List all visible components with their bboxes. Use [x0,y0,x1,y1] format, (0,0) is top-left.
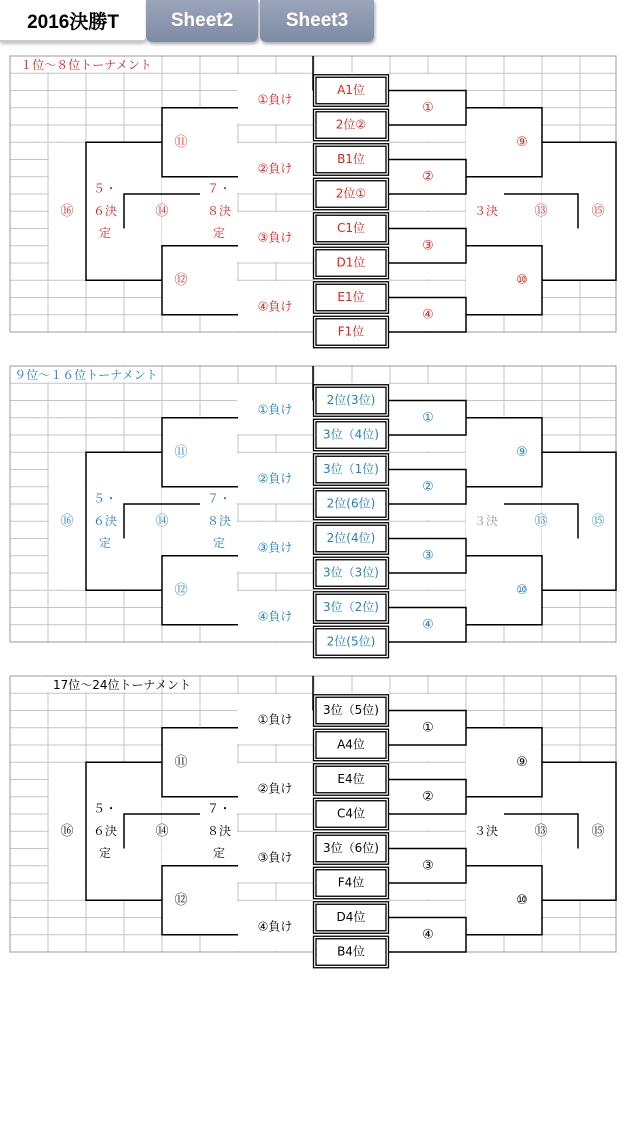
match-number: ⑨ [516,754,528,770]
placement-7-8: 定 [212,846,226,861]
placement-7-8: ８決 [206,203,232,218]
third-place-label: ３決 [473,513,499,528]
section-title: 17位〜24位トーナメント [52,678,192,693]
seed-slot: 3位（6位) [323,841,379,855]
seed-slot: A1位 [337,83,365,97]
seed-slot: D1位 [336,255,366,270]
match-number: ③ [422,548,434,564]
match-number: ⑫ [174,892,188,908]
placement-5-6: 定 [98,536,112,551]
match-number: ⑯ [60,203,74,219]
match-number: ⑭ [155,203,169,219]
placement-7-8: ７・ [206,181,232,196]
section-title: １位～８位トーナメント [20,58,152,73]
seed-slot: E4位 [337,772,365,786]
match-number: ① [422,720,434,736]
seed-slot: F4位 [337,875,365,890]
match-number: ② [422,169,434,185]
placement-5-6: ６決 [92,203,118,218]
match-number: ⑪ [174,134,188,150]
loser-label: ①負け [257,402,293,417]
seed-slot: C1位 [336,221,366,235]
seed-slot: 2位(5位) [326,634,376,649]
placement-5-6: ６決 [92,823,118,838]
placement-7-8: 定 [212,536,226,551]
seed-slot: 2位(6位) [326,496,376,511]
loser-label: ③負け [257,540,293,555]
seed-slot: E1位 [337,290,365,304]
loser-label: ④負け [257,299,293,314]
loser-label: ①負け [257,92,293,107]
loser-label: ①負け [257,712,293,727]
third-place-label: ３決 [473,823,499,838]
seed-slot: C4位 [336,806,366,821]
match-number: ⑭ [155,513,169,529]
match-number: ⑩ [516,272,528,288]
placement-7-8: ８決 [206,513,232,528]
match-number: ⑬ [534,203,548,219]
match-number: ⑮ [591,513,605,529]
match-number: ⑬ [534,513,548,529]
match-number: ① [422,100,434,116]
match-number: ⑮ [591,823,605,839]
match-number: ⑩ [516,582,528,598]
match-number: ⑫ [174,272,188,288]
match-number: ⑪ [174,754,188,770]
bracket-section-1 [10,56,616,350]
loser-label: ③負け [257,230,293,245]
match-number: ④ [422,617,434,633]
seed-slot: B1位 [337,152,365,166]
tab-sheet2[interactable]: Sheet2 [146,0,258,42]
bracket-section-3 [10,676,616,970]
match-number: ④ [422,307,434,323]
match-number: ④ [422,927,434,943]
placement-5-6: ５・ [92,801,118,816]
seed-slot: B4位 [337,944,365,959]
tab-sheet3[interactable]: Sheet3 [260,0,374,42]
third-place-label: ３決 [473,203,499,218]
match-number: ② [422,479,434,495]
loser-label: ④負け [257,919,293,934]
match-number: ① [422,410,434,426]
seed-slot: 2位① [335,186,367,201]
placement-7-8: 定 [212,226,226,241]
loser-label: ②負け [257,781,293,796]
placement-5-6: ６決 [92,513,118,528]
seed-slot: 2位② [335,117,367,132]
bracket-section-2 [10,366,616,660]
placement-5-6: 定 [98,846,112,861]
match-number: ⑯ [60,823,74,839]
placement-5-6: 定 [98,226,112,241]
match-number: ⑨ [516,444,528,460]
placement-7-8: ８決 [206,823,232,838]
match-number: ⑬ [534,823,548,839]
loser-label: ②負け [257,161,293,176]
match-number: ⑭ [155,823,169,839]
seed-slot: 2位(4位) [326,531,376,545]
match-number: ⑯ [60,513,74,529]
match-number: ⑨ [516,134,528,150]
match-number: ② [422,789,434,805]
seed-slot: A4位 [337,737,365,752]
loser-label: ②負け [257,471,293,486]
section-title: ９位～１６位トーナメント [14,368,158,383]
match-number: ⑫ [174,582,188,598]
placement-7-8: ７・ [206,491,232,506]
placement-7-8: ７・ [206,801,232,816]
placement-5-6: ５・ [92,181,118,196]
placement-5-6: ５・ [92,491,118,506]
match-number: ③ [422,858,434,874]
seed-slot: 2位(3位) [326,393,376,407]
seed-slot: F1位 [337,324,365,339]
loser-label: ③負け [257,850,293,865]
seed-slot: 3位（1位) [323,462,379,476]
loser-label: ④負け [257,609,293,624]
match-number: ⑩ [516,892,528,908]
tab-2016-finals[interactable]: 2016決勝T [0,0,146,42]
seed-slot: 3位（3位) [323,565,379,580]
match-number: ⑪ [174,444,188,460]
match-number: ⑮ [591,203,605,219]
match-number: ③ [422,238,434,254]
seed-slot: D4位 [336,910,366,924]
seed-slot: 3位（5位) [323,703,379,717]
seed-slot: 3位（4位) [323,427,379,442]
seed-slot: 3位（2位) [323,600,379,614]
